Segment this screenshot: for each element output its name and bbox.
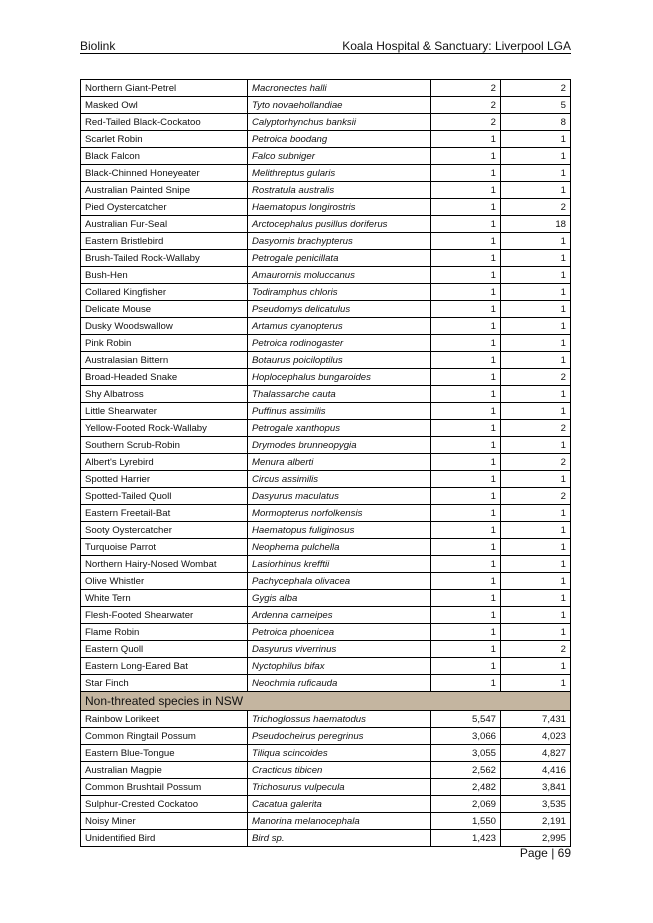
common-name-cell: Sulphur-Crested Cockatoo — [81, 796, 248, 813]
count-a-cell: 1 — [431, 505, 501, 522]
count-a-cell: 1 — [431, 386, 501, 403]
table-row — [81, 216, 571, 233]
count-a-cell: 1 — [431, 369, 501, 386]
table-row — [81, 318, 571, 335]
header-document-title: Koala Hospital & Sanctuary: Liverpool LGA — [342, 39, 571, 53]
count-a-cell: 1 — [431, 539, 501, 556]
scientific-name-cell: Ardenna carneipes — [248, 607, 431, 624]
common-name-cell: Star Finch — [81, 675, 248, 692]
count-a-cell: 1 — [431, 301, 501, 318]
scientific-name-cell: Haematopus fuliginosus — [248, 522, 431, 539]
scientific-name-cell: Dasyurus maculatus — [248, 488, 431, 505]
count-b-cell: 1 — [501, 182, 571, 199]
table-row — [81, 796, 571, 813]
count-b-cell: 2 — [501, 454, 571, 471]
table-row — [81, 728, 571, 745]
common-name-cell: Eastern Freetail-Bat — [81, 505, 248, 522]
scientific-name-cell: Amaurornis moluccanus — [248, 267, 431, 284]
common-name-cell: Bush-Hen — [81, 267, 248, 284]
scientific-name-cell: Calyptorhynchus banksii — [248, 114, 431, 131]
scientific-name-cell: Arctocephalus pusillus doriferus — [248, 216, 431, 233]
count-b-cell: 1 — [501, 335, 571, 352]
count-b-cell: 2 — [501, 420, 571, 437]
count-b-cell: 2 — [501, 369, 571, 386]
count-b-cell: 1 — [501, 267, 571, 284]
count-a-cell: 1 — [431, 573, 501, 590]
count-a-cell: 1,423 — [431, 830, 501, 847]
scientific-name-cell: Petroica boodang — [248, 131, 431, 148]
count-b-cell: 1 — [501, 250, 571, 267]
common-name-cell: Australian Fur-Seal — [81, 216, 248, 233]
table-row — [81, 250, 571, 267]
scientific-name-cell: Dasyornis brachypterus — [248, 233, 431, 250]
count-a-cell: 1 — [431, 182, 501, 199]
count-a-cell: 1 — [431, 403, 501, 420]
scientific-name-cell: Haematopus longirostris — [248, 199, 431, 216]
scientific-name-cell: Petroica phoenicea — [248, 624, 431, 641]
count-b-cell: 1 — [501, 505, 571, 522]
scientific-name-cell: Melithreptus gularis — [248, 165, 431, 182]
count-a-cell: 1 — [431, 165, 501, 182]
count-b-cell: 1 — [501, 607, 571, 624]
common-name-cell: Sooty Oystercatcher — [81, 522, 248, 539]
count-a-cell: 1 — [431, 437, 501, 454]
scientific-name-cell: Drymodes brunneopygia — [248, 437, 431, 454]
table-row — [81, 813, 571, 830]
table-row — [81, 522, 571, 539]
count-b-cell: 1 — [501, 573, 571, 590]
count-a-cell: 2,482 — [431, 779, 501, 796]
table-row — [81, 335, 571, 352]
scientific-name-cell: Petroica rodinogaster — [248, 335, 431, 352]
count-a-cell: 2,069 — [431, 796, 501, 813]
section-header-row — [81, 692, 571, 711]
table-row — [81, 165, 571, 182]
scientific-name-cell: Menura alberti — [248, 454, 431, 471]
common-name-cell: Noisy Miner — [81, 813, 248, 830]
table-row — [81, 675, 571, 692]
table-row — [81, 488, 571, 505]
table-row — [81, 386, 571, 403]
count-a-cell: 1 — [431, 488, 501, 505]
common-name-cell: Common Brushtail Possum — [81, 779, 248, 796]
count-a-cell: 1 — [431, 250, 501, 267]
scientific-name-cell: Dasyurus viverrinus — [248, 641, 431, 658]
common-name-cell: Australian Painted Snipe — [81, 182, 248, 199]
count-b-cell: 2,995 — [501, 830, 571, 847]
common-name-cell: Eastern Quoll — [81, 641, 248, 658]
scientific-name-cell: Trichoglossus haematodus — [248, 711, 431, 728]
count-b-cell: 1 — [501, 437, 571, 454]
count-a-cell: 2 — [431, 97, 501, 114]
header-rule — [80, 53, 571, 54]
scientific-name-cell: Pseudomys delicatulus — [248, 301, 431, 318]
table-row — [81, 711, 571, 728]
scientific-name-cell: Nyctophilus bifax — [248, 658, 431, 675]
count-a-cell: 1 — [431, 454, 501, 471]
count-a-cell: 5,547 — [431, 711, 501, 728]
common-name-cell: Olive Whistler — [81, 573, 248, 590]
common-name-cell: Unidentified Bird — [81, 830, 248, 847]
scientific-name-cell: Artamus cyanopterus — [248, 318, 431, 335]
count-b-cell: 1 — [501, 539, 571, 556]
table-row — [81, 539, 571, 556]
scientific-name-cell: Puffinus assimilis — [248, 403, 431, 420]
table-row — [81, 352, 571, 369]
table-row — [81, 607, 571, 624]
count-a-cell: 2 — [431, 80, 501, 97]
common-name-cell: Australasian Bittern — [81, 352, 248, 369]
scientific-name-cell: Pachycephala olivacea — [248, 573, 431, 590]
common-name-cell: Albert's Lyrebird — [81, 454, 248, 471]
count-a-cell: 1 — [431, 284, 501, 301]
scientific-name-cell: Bird sp. — [248, 830, 431, 847]
table-row — [81, 624, 571, 641]
table-row — [81, 641, 571, 658]
table-row — [81, 505, 571, 522]
count-b-cell: 1 — [501, 556, 571, 573]
common-name-cell: Common Ringtail Possum — [81, 728, 248, 745]
count-a-cell: 1 — [431, 675, 501, 692]
table-row — [81, 80, 571, 97]
common-name-cell: Southern Scrub-Robin — [81, 437, 248, 454]
common-name-cell: Spotted-Tailed Quoll — [81, 488, 248, 505]
scientific-name-cell: Manorina melanocephala — [248, 813, 431, 830]
count-a-cell: 1 — [431, 471, 501, 488]
count-b-cell: 1 — [501, 131, 571, 148]
count-a-cell: 1 — [431, 267, 501, 284]
common-name-cell: Flesh-Footed Shearwater — [81, 607, 248, 624]
count-a-cell: 1 — [431, 318, 501, 335]
scientific-name-cell: Botaurus poiciloptilus — [248, 352, 431, 369]
table-row — [81, 199, 571, 216]
count-a-cell: 1 — [431, 216, 501, 233]
count-b-cell: 7,431 — [501, 711, 571, 728]
count-b-cell: 4,023 — [501, 728, 571, 745]
common-name-cell: Yellow-Footed Rock-Wallaby — [81, 420, 248, 437]
count-a-cell: 3,066 — [431, 728, 501, 745]
scientific-name-cell: Cracticus tibicen — [248, 762, 431, 779]
table-row — [81, 369, 571, 386]
count-a-cell: 1 — [431, 352, 501, 369]
section-title: Non-threated species in NSW — [81, 692, 571, 711]
table-row — [81, 97, 571, 114]
count-a-cell: 1 — [431, 420, 501, 437]
count-b-cell: 2 — [501, 641, 571, 658]
common-name-cell: Dusky Woodswallow — [81, 318, 248, 335]
count-a-cell: 1 — [431, 658, 501, 675]
table-row — [81, 267, 571, 284]
count-b-cell: 1 — [501, 386, 571, 403]
table-row — [81, 762, 571, 779]
count-a-cell: 1 — [431, 148, 501, 165]
common-name-cell: Black Falcon — [81, 148, 248, 165]
scientific-name-cell: Gygis alba — [248, 590, 431, 607]
count-b-cell: 3,841 — [501, 779, 571, 796]
scientific-name-cell: Mormopterus norfolkensis — [248, 505, 431, 522]
count-b-cell: 18 — [501, 216, 571, 233]
scientific-name-cell: Neophema pulchella — [248, 539, 431, 556]
count-b-cell: 1 — [501, 318, 571, 335]
scientific-name-cell: Circus assimilis — [248, 471, 431, 488]
common-name-cell: Black-Chinned Honeyeater — [81, 165, 248, 182]
count-a-cell: 1 — [431, 624, 501, 641]
table-row — [81, 131, 571, 148]
count-a-cell: 2,562 — [431, 762, 501, 779]
count-a-cell: 1 — [431, 522, 501, 539]
table-row — [81, 148, 571, 165]
scientific-name-cell: Tiliqua scincoides — [248, 745, 431, 762]
count-a-cell: 1 — [431, 556, 501, 573]
common-name-cell: Northern Giant-Petrel — [81, 80, 248, 97]
count-b-cell: 2 — [501, 199, 571, 216]
common-name-cell: Northern Hairy-Nosed Wombat — [81, 556, 248, 573]
count-b-cell: 1 — [501, 522, 571, 539]
common-name-cell: Turquoise Parrot — [81, 539, 248, 556]
table-row — [81, 573, 571, 590]
table-row — [81, 182, 571, 199]
table-row — [81, 437, 571, 454]
table-row — [81, 658, 571, 675]
page-number: Page | 69 — [519, 846, 571, 860]
table-row — [81, 284, 571, 301]
scientific-name-cell: Trichosurus vulpecula — [248, 779, 431, 796]
count-b-cell: 1 — [501, 284, 571, 301]
common-name-cell: Rainbow Lorikeet — [81, 711, 248, 728]
table-row — [81, 779, 571, 796]
count-a-cell: 1 — [431, 131, 501, 148]
scientific-name-cell: Neochmia ruficauda — [248, 675, 431, 692]
count-a-cell: 1 — [431, 641, 501, 658]
count-a-cell: 1,550 — [431, 813, 501, 830]
scientific-name-cell: Macronectes halli — [248, 80, 431, 97]
common-name-cell: Collared Kingfisher — [81, 284, 248, 301]
scientific-name-cell: Tyto novaehollandiae — [248, 97, 431, 114]
scientific-name-cell: Thalassarche cauta — [248, 386, 431, 403]
table-row — [81, 471, 571, 488]
count-b-cell: 8 — [501, 114, 571, 131]
scientific-name-cell: Falco subniger — [248, 148, 431, 165]
count-b-cell: 2,191 — [501, 813, 571, 830]
table-row — [81, 420, 571, 437]
common-name-cell: Australian Magpie — [81, 762, 248, 779]
count-b-cell: 1 — [501, 148, 571, 165]
table-row — [81, 556, 571, 573]
count-b-cell: 1 — [501, 301, 571, 318]
common-name-cell: Red-Tailed Black-Cockatoo — [81, 114, 248, 131]
common-name-cell: Shy Albatross — [81, 386, 248, 403]
table-row — [81, 745, 571, 762]
scientific-name-cell: Rostratula australis — [248, 182, 431, 199]
count-b-cell: 1 — [501, 658, 571, 675]
count-b-cell: 1 — [501, 403, 571, 420]
common-name-cell: Broad-Headed Snake — [81, 369, 248, 386]
table-row — [81, 403, 571, 420]
common-name-cell: Eastern Blue-Tongue — [81, 745, 248, 762]
common-name-cell: Spotted Harrier — [81, 471, 248, 488]
common-name-cell: White Tern — [81, 590, 248, 607]
scientific-name-cell: Pseudocheirus peregrinus — [248, 728, 431, 745]
count-a-cell: 1 — [431, 233, 501, 250]
common-name-cell: Flame Robin — [81, 624, 248, 641]
count-b-cell: 3,535 — [501, 796, 571, 813]
common-name-cell: Pied Oystercatcher — [81, 199, 248, 216]
common-name-cell: Scarlet Robin — [81, 131, 248, 148]
table-row — [81, 454, 571, 471]
common-name-cell: Eastern Long-Eared Bat — [81, 658, 248, 675]
table-row — [81, 301, 571, 318]
common-name-cell: Little Shearwater — [81, 403, 248, 420]
count-b-cell: 1 — [501, 352, 571, 369]
count-b-cell: 4,416 — [501, 762, 571, 779]
count-b-cell: 2 — [501, 488, 571, 505]
count-b-cell: 1 — [501, 675, 571, 692]
count-b-cell: 1 — [501, 624, 571, 641]
count-b-cell: 2 — [501, 80, 571, 97]
common-name-cell: Pink Robin — [81, 335, 248, 352]
table-row — [81, 590, 571, 607]
count-a-cell: 1 — [431, 335, 501, 352]
table-row — [81, 114, 571, 131]
scientific-name-cell: Todiramphus chloris — [248, 284, 431, 301]
scientific-name-cell: Lasiorhinus krefftii — [248, 556, 431, 573]
header-org: Biolink — [80, 39, 116, 53]
count-a-cell: 2 — [431, 114, 501, 131]
common-name-cell: Brush-Tailed Rock-Wallaby — [81, 250, 248, 267]
table-row — [81, 830, 571, 847]
scientific-name-cell: Cacatua galerita — [248, 796, 431, 813]
count-a-cell: 3,055 — [431, 745, 501, 762]
scientific-name-cell: Petrogale penicillata — [248, 250, 431, 267]
scientific-name-cell: Petrogale xanthopus — [248, 420, 431, 437]
count-b-cell: 1 — [501, 233, 571, 250]
species-table — [80, 79, 571, 847]
common-name-cell: Delicate Mouse — [81, 301, 248, 318]
count-b-cell: 1 — [501, 165, 571, 182]
count-b-cell: 1 — [501, 590, 571, 607]
non-threatened-species-rows — [81, 711, 571, 847]
count-a-cell: 1 — [431, 590, 501, 607]
count-a-cell: 1 — [431, 607, 501, 624]
scientific-name-cell: Hoplocephalus bungaroides — [248, 369, 431, 386]
count-b-cell: 4,827 — [501, 745, 571, 762]
common-name-cell: Eastern Bristlebird — [81, 233, 248, 250]
table-row — [81, 233, 571, 250]
common-name-cell: Masked Owl — [81, 97, 248, 114]
count-b-cell: 5 — [501, 97, 571, 114]
count-a-cell: 1 — [431, 199, 501, 216]
count-b-cell: 1 — [501, 471, 571, 488]
threatened-species-rows — [81, 80, 571, 692]
